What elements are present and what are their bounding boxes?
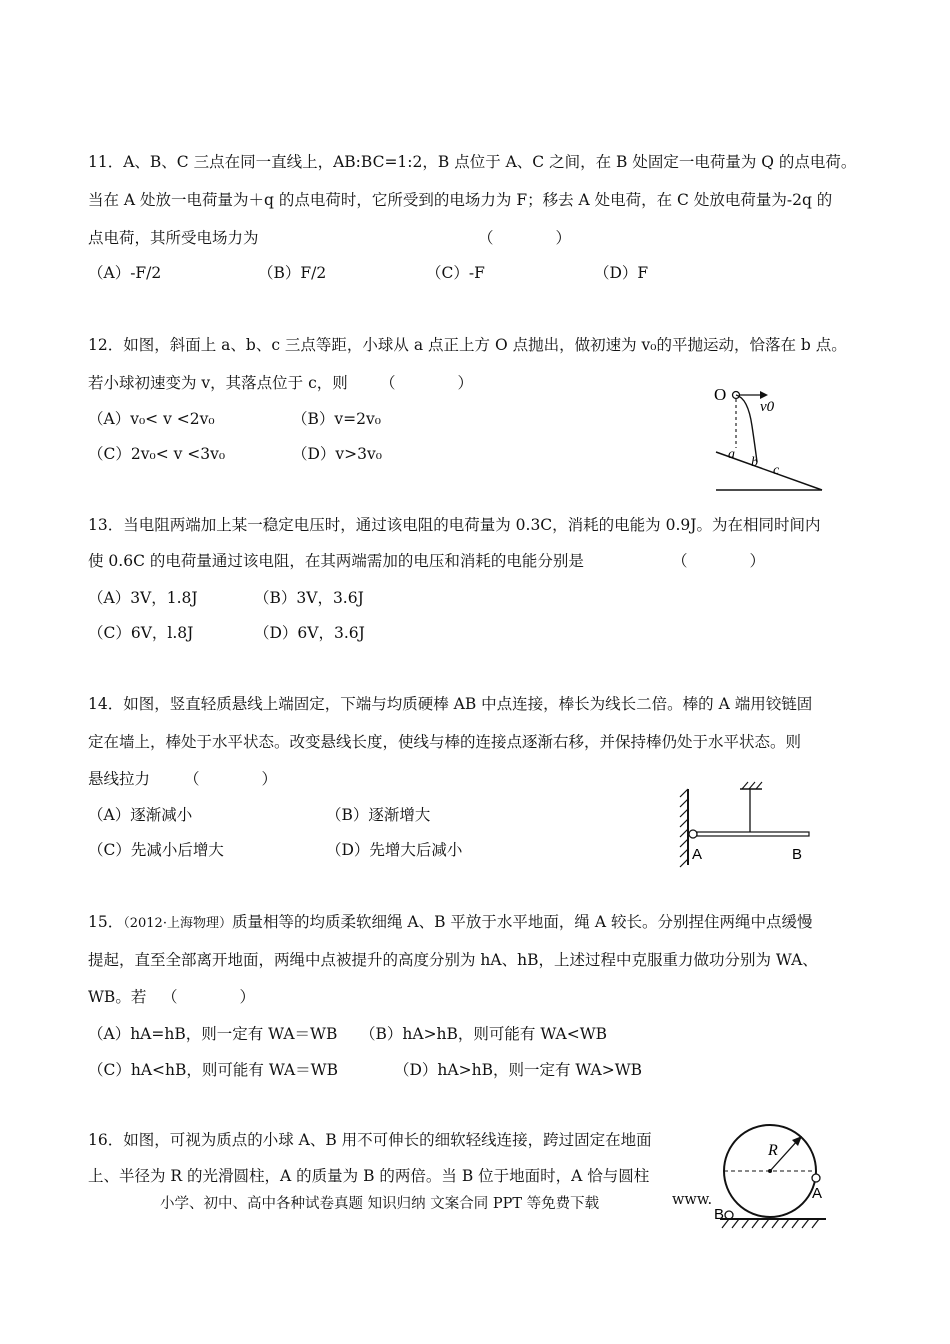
point-a-label: a bbox=[728, 447, 735, 462]
q12-option-c: （C）2v₀< v <3v₀ bbox=[88, 445, 226, 463]
q14-option-b: （B）逐渐增大 bbox=[326, 806, 431, 824]
q16-line1: 16．如图，可视为质点的小球 A、B 用不可伸长的细软轻线连接，跨过固定在地面 bbox=[88, 1131, 652, 1149]
q14-answer-paren: （ ） bbox=[184, 770, 278, 788]
q13-option-d: （D）6V，3.6J bbox=[254, 624, 365, 642]
velocity-arrowhead bbox=[760, 391, 768, 399]
wall-hatching bbox=[680, 789, 688, 867]
q13-option-a: （A）3V，1.8J bbox=[88, 589, 198, 607]
q12-line2: 若小球初速变为 v，其落点位于 c，则 bbox=[88, 374, 348, 392]
q13-option-c: （C）6V，l.8J bbox=[88, 624, 194, 642]
point-o-label: O bbox=[714, 385, 727, 404]
ball-a-label: A bbox=[812, 1185, 823, 1202]
ball-b bbox=[725, 1211, 733, 1219]
q12-option-b: （B）v=2v₀ bbox=[292, 410, 381, 428]
q14-line1: 14．如图，竖直轻质悬线上端固定，下端与均质硬棒 AB 中点连接，棒长为线长二倍。棒的 A 端用铰链固 bbox=[88, 695, 813, 713]
q12-line1: 12．如图，斜面上 a、b、c 三点等距，小球从 a 点正上方 O 点抛出，做初速为 v₀的平抛运动，恰落在 b 点。 bbox=[88, 336, 847, 354]
footer-text: 小学、初中、高中各种试卷真题 知识归纳 文案合同 PPT 等免费下载 bbox=[160, 1196, 600, 1212]
rod-ab bbox=[697, 832, 809, 836]
q13-option-b: （B）3V，3.6J bbox=[254, 589, 364, 607]
q14-option-d: （D）先增大后减小 bbox=[326, 841, 463, 859]
q15-source: （2012·上海物理） bbox=[123, 916, 232, 931]
q12-option-a: （A）v₀< v <2v₀ bbox=[88, 410, 215, 428]
end-b-label: B bbox=[792, 846, 803, 863]
q14-line3: 悬线拉力 bbox=[88, 770, 151, 788]
q11-answer-paren: （ ） bbox=[478, 229, 572, 247]
end-a-label: A bbox=[692, 846, 703, 863]
q11-option-d: （D）F bbox=[594, 264, 649, 282]
q16-line2: 上、半径为 R 的光滑圆柱，A 的质量为 B 的两倍。当 B 位于地面时，A 恰与圆柱 bbox=[88, 1167, 650, 1185]
cylinder-pulley-figure bbox=[712, 1118, 830, 1230]
hinge bbox=[689, 830, 697, 838]
q15-line1 bbox=[88, 912, 812, 934]
q12-option-d: （D）v>3v₀ bbox=[292, 445, 383, 463]
q15-option-a: （A）hA=hB，则一定有 WA＝WB bbox=[88, 1025, 338, 1043]
q15-option-c: （C）hA<hB，则可能有 WA＝WB bbox=[88, 1061, 338, 1079]
q15-text: 质量相等的均质柔软细绳 A、B 平放于水平地面，绳 A 较长。分别捏住两绳中点缓慢 bbox=[231, 913, 813, 931]
point-b-label: b bbox=[751, 455, 758, 470]
q11-line1: 11．A、B、C 三点在同一直线上，AB:BC=1:2，B 点位于 A、C 之间，在 B 处固定一电荷量为 Q 的点电荷。 bbox=[88, 153, 857, 171]
q14-option-c: （C）先减小后增大 bbox=[88, 841, 224, 859]
q11-line2: 当在 A 处放一电荷量为＋q 的点电荷时，它所受到的电场力为 F；移去 A 处电荷，在 C 处放电荷量为-2q 的 bbox=[88, 191, 833, 209]
q15-option-d: （D）hA>hB，则一定有 WA>WB bbox=[394, 1061, 643, 1079]
q15-line2: 提起，直至全部离开地面，两绳中点被提升的高度分别为 hA、hB，上述过程中克服重力做功分别为 WA、 bbox=[88, 951, 818, 969]
hinged-rod-figure bbox=[678, 775, 818, 870]
footer-site[interactable]: www. bbox=[672, 1192, 713, 1208]
projectile-incline-figure bbox=[700, 378, 830, 496]
q11-option-a: （A）-F/2 bbox=[88, 264, 162, 282]
trajectory-curve bbox=[736, 395, 757, 462]
q11-option-b: （B）F/2 bbox=[258, 264, 327, 282]
ball-a bbox=[812, 1174, 820, 1182]
q13-line2: 使 0.6C 的电荷量通过该电阻，在其两端需加的电压和消耗的电能分别是 bbox=[88, 552, 584, 570]
ground-hatching bbox=[722, 1219, 819, 1228]
point-c-label: c bbox=[773, 463, 780, 478]
q12-answer-paren: （ ） bbox=[380, 374, 474, 392]
q15-number: 15． bbox=[88, 913, 124, 931]
q11-line3: 点电荷，其所受电场力为 bbox=[88, 229, 259, 247]
q13-answer-paren: （ ） bbox=[672, 552, 766, 570]
q14-line2: 定在墙上，棒处于水平状态。改变悬线长度，使线与棒的连接点逐渐右移，并保持棒仍处于水平状态。则 bbox=[88, 733, 802, 751]
q11-option-c: （C）-F bbox=[426, 264, 485, 282]
q15-option-b: （B）hA>hB，则可能有 WA<WB bbox=[360, 1025, 608, 1043]
radius-label: R bbox=[768, 1142, 778, 1159]
q15-line3: WB。若 bbox=[88, 988, 147, 1006]
v0-label: v0 bbox=[760, 399, 775, 415]
q15-answer-paren: （ ） bbox=[162, 988, 256, 1006]
q14-option-a: （A）逐渐减小 bbox=[88, 806, 193, 824]
ceiling-hatching bbox=[742, 782, 762, 789]
ball-b-label: B bbox=[714, 1206, 725, 1223]
q13-line1: 13．当电阻两端加上某一稳定电压时，通过该电阻的电荷量为 0.3C，消耗的电能为 0.9J。为在相同时间内 bbox=[88, 516, 821, 534]
